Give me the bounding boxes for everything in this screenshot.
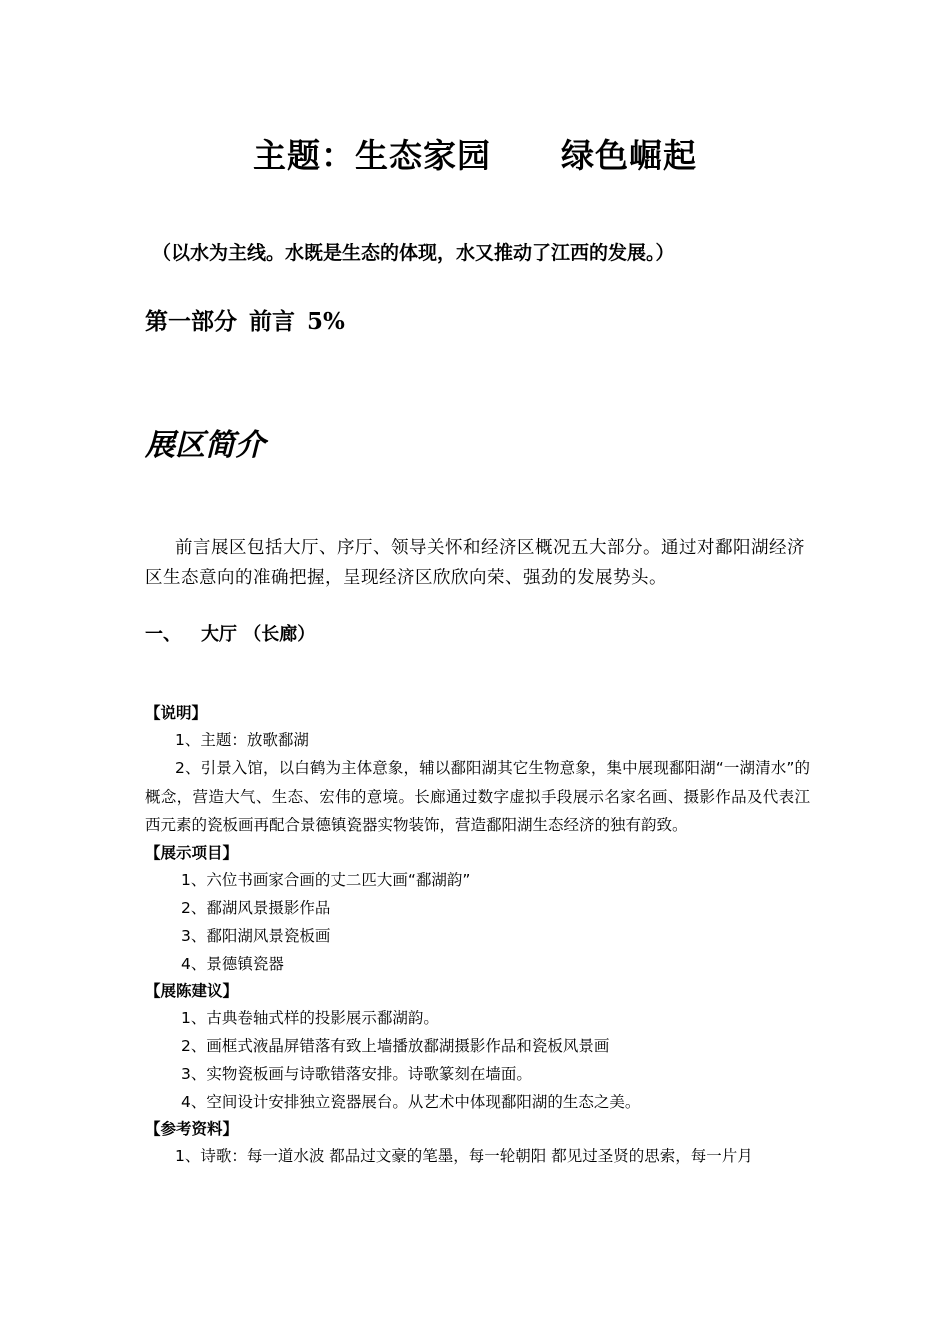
part-percent: 5% xyxy=(307,308,345,335)
title-right: 绿色崛起 xyxy=(561,136,697,175)
zone-heading: 展区简介 xyxy=(145,428,265,463)
part-name: 前言 xyxy=(249,308,295,335)
document-title xyxy=(0,130,950,177)
notes-heading: 【说明】 xyxy=(145,704,208,722)
section-number: 一、 xyxy=(145,624,181,645)
suggestion-item: 4、空间设计安排独立瓷器展台。从艺术中体现鄱阳湖的生态之美。 xyxy=(181,1092,641,1111)
references-heading: 【参考资料】 xyxy=(145,1119,239,1138)
section-heading xyxy=(145,620,315,646)
section-title: 大厅 （长廊） xyxy=(201,624,316,645)
notes-item-2: 2、引景入馆，以白鹤为主体意象，辅以鄱阳湖其它生物意象，集中展现鄱阳湖“一湖清水”的概念，营造大气、生态、宏伟的意境。长廊通过数字虚拟手段展示名家名画、摄影作品及代表江西元素的瓷板画再配合景德镇瓷器实物装饰，营造鄱阳湖生态经济的独有韵致。 xyxy=(145,759,810,834)
exhibit-item: 3、鄱阳湖风景瓷板画 xyxy=(181,926,331,945)
suggestion-item: 2、画框式液晶屏错落有致上墙播放鄱湖摄影作品和瓷板风景画 xyxy=(181,1036,610,1055)
exhibit-item: 1、六位书画家合画的丈二匹大画“鄱湖韵” xyxy=(181,870,471,889)
exhibits-heading: 【展示项目】 xyxy=(145,843,239,862)
references-item-1: 1、诗歌：每一道水波 都品过文豪的笔墨，每一轮朝阳 都见过圣贤的思索，每一片月 xyxy=(175,1146,753,1165)
suggestions-heading: 【展陈建议】 xyxy=(145,981,239,1000)
suggestion-item: 3、实物瓷板画与诗歌错落安排。诗歌篆刻在墙面。 xyxy=(181,1064,532,1083)
section-content xyxy=(145,700,810,1170)
intro-paragraph: 前言展区包括大厅、序厅、领导关怀和经济区概况五大部分。通过对鄱阳湖经济区生态意向的准确把握，呈现经济区欣欣向荣、强劲的发展势头。 xyxy=(145,538,805,588)
suggestion-item: 1、古典卷轴式样的投影展示鄱湖韵。 xyxy=(181,1008,439,1027)
exhibit-item: 4、景德镇瓷器 xyxy=(181,954,284,973)
notes-item-1: 1、主题：放歌鄱湖 xyxy=(175,731,309,749)
part-label: 第一部分 xyxy=(145,308,237,335)
subtitle: （以水为主线。水既是生态的体现，水又推动了江西的发展。） xyxy=(152,242,675,264)
exhibit-item: 2、鄱湖风景摄影作品 xyxy=(181,898,331,917)
title-left: 主题：生态家园 xyxy=(253,136,491,175)
part-heading xyxy=(145,303,357,336)
